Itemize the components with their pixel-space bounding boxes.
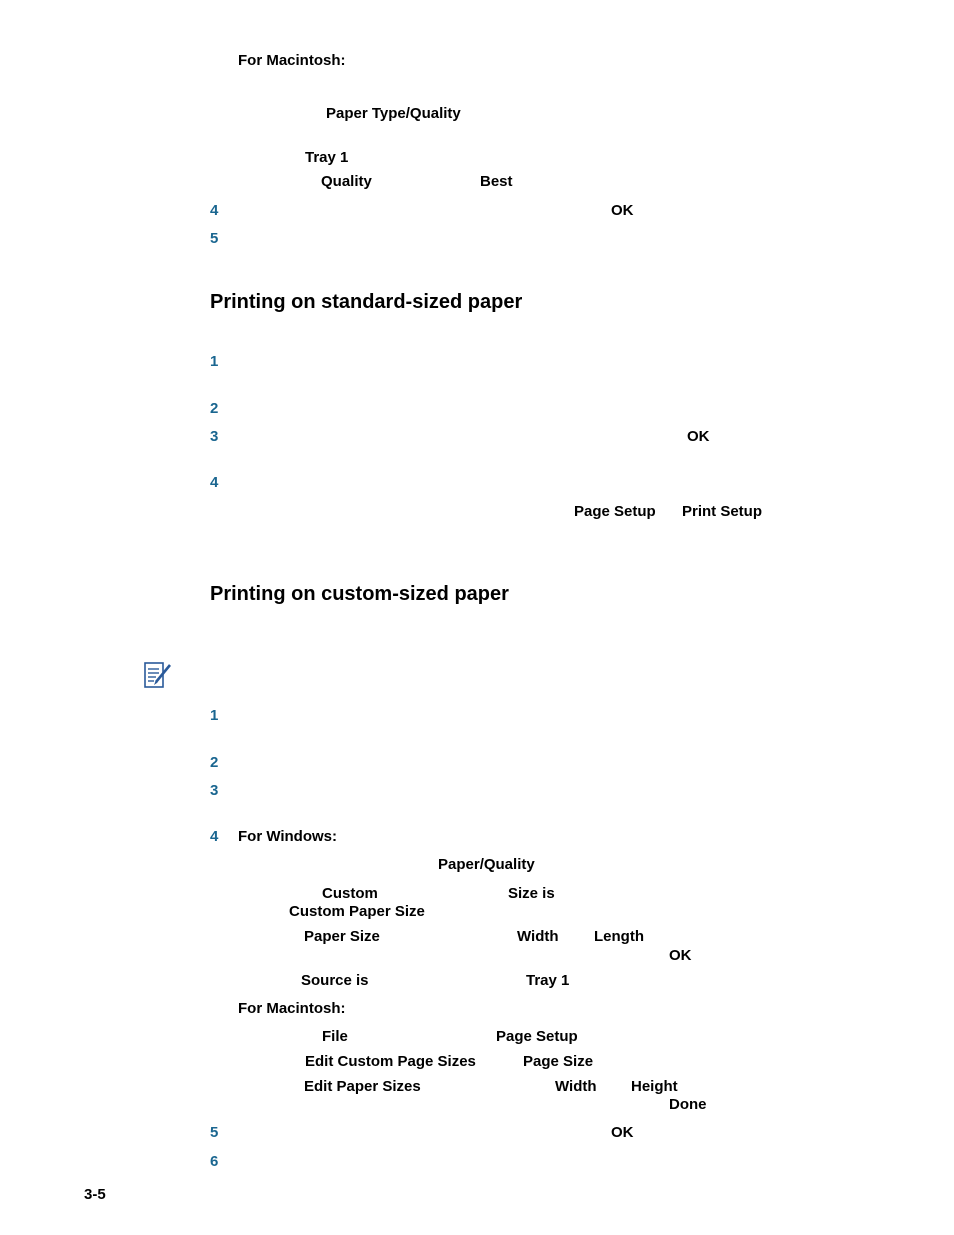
edit-custom-page-sizes-label: Edit Custom Page Sizes: [305, 1053, 476, 1070]
step-number: 2: [210, 400, 219, 417]
height-label: Height: [631, 1078, 678, 1095]
step-number: 4: [210, 202, 219, 219]
step-number: 2: [210, 754, 219, 771]
paper-quality-label: Paper/Quality: [438, 856, 535, 873]
tray1-label: Tray 1: [526, 972, 570, 989]
windows-heading: For Windows:: [238, 828, 338, 845]
width-label: Width: [517, 928, 559, 945]
step-number: 5: [210, 1124, 219, 1141]
page-setup-label: Page Setup: [574, 503, 656, 520]
step-number: 1: [210, 707, 219, 724]
step-number: 4: [210, 474, 219, 491]
custom-paper-heading: Printing on custom-sized paper: [210, 583, 509, 605]
ok-label: OK: [669, 947, 692, 964]
standard-paper-heading: Printing on standard-sized paper: [210, 291, 523, 313]
edit-paper-sizes-label: Edit Paper Sizes: [304, 1078, 421, 1095]
step-number: 6: [210, 1153, 219, 1170]
step-number: 4: [210, 828, 219, 845]
paper-type-quality-label: Paper Type/Quality: [326, 105, 461, 122]
step-number: 3: [210, 428, 219, 445]
macintosh-heading: For Macintosh:: [238, 52, 346, 69]
page-size-label: Page Size: [523, 1053, 594, 1070]
page-number: 3-5: [84, 1186, 106, 1203]
quality-label: Quality: [321, 173, 372, 190]
source-is-label: Source is: [301, 972, 369, 989]
length-label: Length: [594, 928, 644, 945]
done-label: Done: [669, 1096, 707, 1113]
step-number: 1: [210, 353, 219, 370]
macintosh-heading: For Macintosh:: [238, 1000, 346, 1017]
tray1-label: Tray 1: [305, 149, 349, 166]
file-label: File: [322, 1028, 348, 1045]
width-label: Width: [555, 1078, 597, 1095]
ok-label: OK: [611, 1124, 634, 1141]
page-setup-label: Page Setup: [496, 1028, 578, 1045]
ok-label: OK: [611, 202, 634, 219]
size-is-label: Size is: [508, 885, 555, 902]
custom-paper-size-label: Custom Paper Size: [289, 903, 425, 920]
step-number: 3: [210, 782, 219, 799]
print-setup-label: Print Setup: [682, 503, 763, 520]
step-number: 5: [210, 230, 219, 247]
ok-label: OK: [687, 428, 710, 445]
note-pencil-icon: [143, 660, 173, 690]
custom-label: Custom: [322, 885, 378, 902]
best-label: Best: [480, 173, 513, 190]
paper-size-label: Paper Size: [304, 928, 380, 945]
